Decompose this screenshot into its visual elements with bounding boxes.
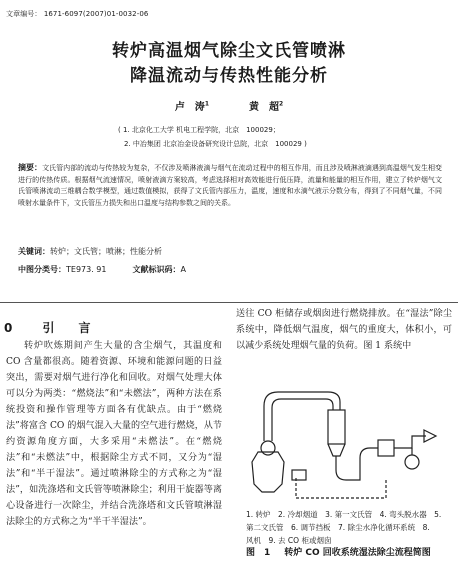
figure-legend (246, 508, 456, 547)
paper-title-line1: 转炉高温烟气除尘文氏管喷淋 (112, 41, 346, 61)
clc-value: TE973. 91 (66, 265, 107, 274)
section-title: 引 言 (42, 321, 97, 335)
classification (18, 264, 186, 275)
authors (0, 98, 458, 113)
figure-label: 图 1 (246, 548, 271, 558)
figure-legend-line2: 第二文氏管 6. 调节挡板 7. 除尘水净化循环系统 8. (246, 523, 430, 532)
water-tank (292, 470, 306, 480)
water-loop (296, 478, 386, 498)
paper-title-line2: 降温流动与传热性能分析 (130, 66, 328, 86)
author-2: 黄 超 (249, 102, 279, 113)
doc-code-label: 文献标识码： (132, 265, 181, 274)
abstract-text: 文氏管内部的流动与传热较为复杂，不仅涉及喷淋液滴与烟气在流动过程中的相互作用，而且涉及喷淋液滴遇到高温烟气发生相变进行的传热传质。根据烟气流速情况，喷射液滴方案较高，考虑选择相对高效能进行低压降，流量和能量的相互作用，建立了转炉烟气文氏管喷淋流动三维耦合数学模型，通过数值模拟，获得了文氏管内部压力，温度，速度和水滴气液示分数分布，得到了不同烟气量，不同喷射水量条件下，文氏管压力损失和出口温度与结构参数之间的关系。 (18, 164, 443, 207)
figure-legend-line3: 风机 9. 去 CO 柜或烟囱 (246, 536, 332, 545)
figure-legend-line1: 1. 转炉 2. 冷却烟道 3. 第一文氏管 4. 弯头脱水器 5. (246, 510, 442, 519)
clc-label: 中图分类号： (18, 265, 66, 274)
keywords (18, 246, 162, 257)
keywords-label: 关键词： (18, 247, 50, 256)
abstract-label: 摘要： (18, 163, 43, 172)
body-text-right: 送往 CO 柜储存或烟囱进行燃烧排放。在“湿法”除尘系统中，降低烟气温度，烟气的重度大，体积小，可以减少系统处理烟气量的负荷。图 1 系统中 (236, 309, 452, 351)
section-heading (4, 319, 97, 336)
process-flow-figure (236, 366, 452, 506)
affiliation-2: 2. 中冶集团 北京冶金设备研究设计总院，北京 100029 ) (124, 140, 307, 148)
author-1-mark: 1 (204, 100, 209, 108)
keywords-text: 转炉；文氏管；喷淋；性能分析 (50, 247, 162, 256)
body-text-left: 转炉吹炼期间产生大量的含尘烟气，其温度和 CO 含量都很高。随着资源、环境和能源问题的日益突出，需要对烟气进行净化和回收。对烟气处理大体可以分为两类：“燃烧法”和“未燃法”，两种方法在系统投资和操作管理等方面各有优缺点。由于“燃烧法”将富含 CO 的烟气混入大量的空气进行燃烧，从节约资源角度方面，大多采用“未燃法”。在“燃烧法”和“未燃法”中，根据除尘方式不同，又分为“湿法”和“半干湿法”。通过喷淋除尘的方式称之为“湿法”，如洗涤塔和文氏管等喷淋除尘；利用干旋器等离心设备进行一次除尘，并结合洗涤塔和文氏管喷淋湿法除尘的方式称之为“半干半湿法”。 (6, 341, 222, 527)
abstract (18, 162, 442, 209)
figure-caption-text: 转炉 CO 回收系统湿法除尘流程简图 (284, 548, 431, 558)
article-number-code: 1671-6097(2007)01-0032-06 (43, 10, 149, 18)
elbow-separator (336, 448, 378, 480)
second-venturi (378, 440, 394, 456)
converter-shape (252, 452, 284, 492)
author-2-mark: 2 (279, 100, 284, 108)
converter-hood-circle (261, 441, 275, 455)
affiliation-1: ( 1. 北京化工大学 机电工程学院，北京 100029； (118, 126, 280, 134)
section-number: 0 (4, 321, 19, 335)
article-number (6, 9, 148, 19)
fan-circle (405, 455, 419, 469)
author-1: 卢 涛 (174, 102, 205, 113)
article-number-label: 文章编号： (6, 10, 42, 18)
first-venturi (328, 410, 345, 444)
figure-caption (246, 545, 431, 558)
outlet-pipe (394, 436, 426, 448)
doc-code-value: A (180, 265, 186, 274)
divider (0, 302, 458, 303)
